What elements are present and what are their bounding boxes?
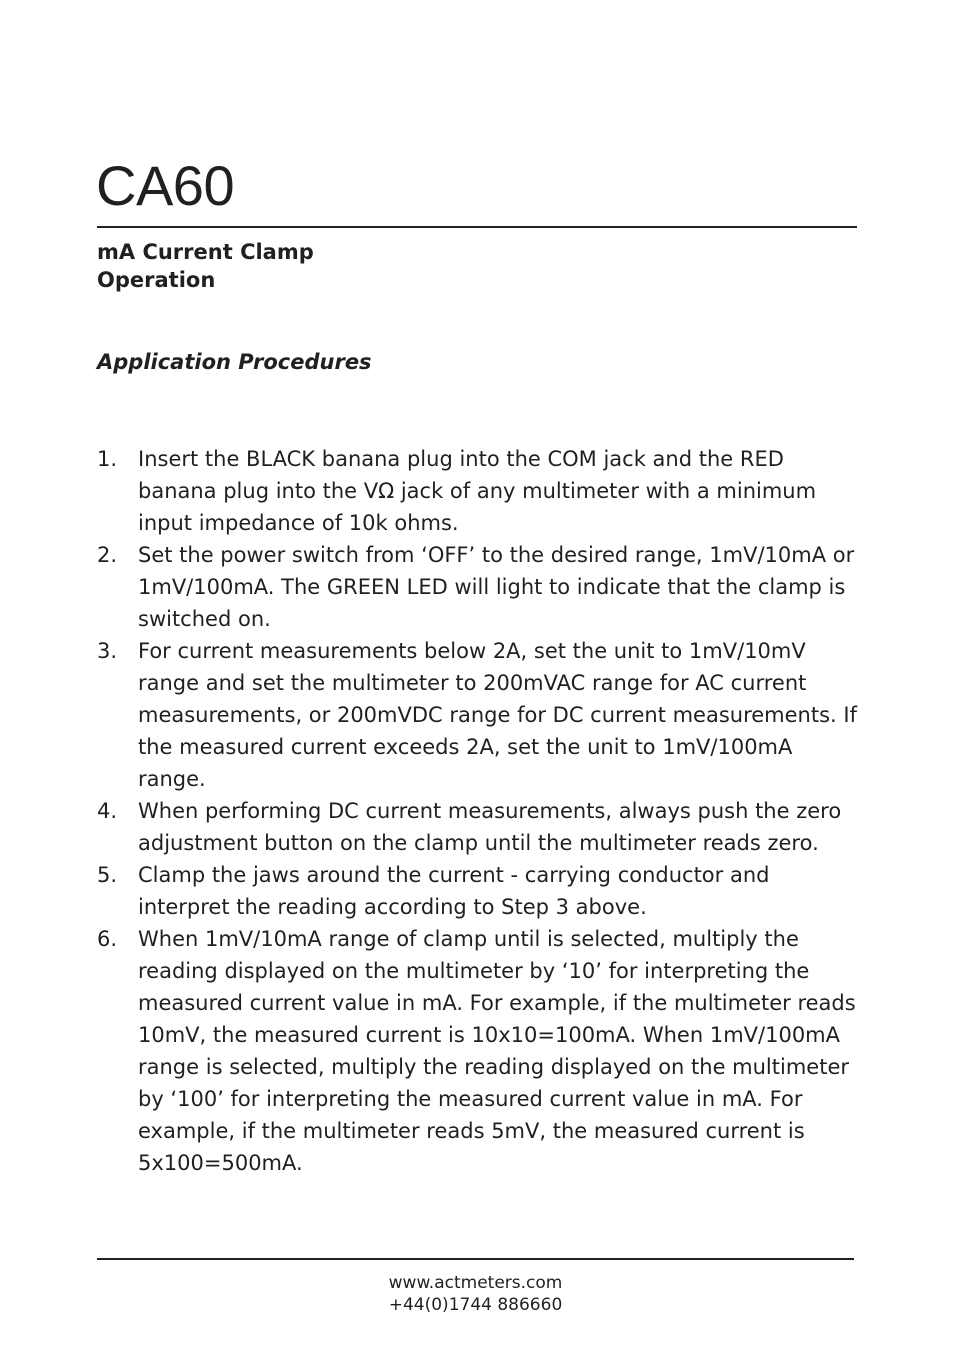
footer-phone: +44(0)1744 886660 [388,1295,563,1315]
subtitle-line-product: mA Current Clamp [97,240,314,264]
step-text: When performing DC current measurements, always push the zero adjustment button on the clamp until the multimeter reads zero. [138,799,842,855]
step-text: Insert the BLACK banana plug into the COM jack and the RED banana plug into the VΩ jack of any multimeter with a minimum input impedance of 10k ohms. [138,447,817,535]
subtitle-line-section: Operation [97,268,216,292]
footer-website: www.actmeters.com [388,1273,563,1293]
page-footer [97,1272,854,1316]
procedure-list [97,443,862,1179]
step-number: 2. [97,543,118,567]
step-text: When 1mV/10mA range of clamp until is selected, multiply the reading displayed on the multimeter by ‘10’ for interpreting the measured current value in mA. For example, if the multimeter reads 10mV, the measured current is 10x10=100mA. When 1mV/100mA range is selected, multiply the reading displayed on the multimeter by ‘100’ for interpreting the measured current value in mA. For example, if the multimeter reads 5mV, the measured current is 5x100=500mA. [138,927,856,1175]
procedure-step-2 [97,539,862,635]
step-number: 1. [97,447,118,471]
step-number: 6. [97,927,118,951]
step-text: For current measurements below 2A, set the unit to 1mV/10mV range and set the multimeter to 200mVAC range for AC current measurements, or 200mVDC range for DC current measurements. If the measured current exceeds 2A, set the unit to 1mV/100mA range. [138,639,857,791]
step-text: Clamp the jaws around the current - carrying conductor and interpret the reading according to Step 3 above. [138,863,770,919]
procedure-step-5 [97,859,862,923]
page-title: CA60 [96,154,235,217]
procedure-step-3 [97,635,862,795]
title-divider [97,226,857,228]
footer-divider [97,1258,854,1260]
step-text: Set the power switch from ‘OFF’ to the desired range, 1mV/10mA or 1mV/100mA. The GREEN LED will light to indicate that the clamp is switched on. [138,543,855,631]
procedure-step-4 [97,795,862,859]
section-heading: Application Procedures [97,350,372,374]
procedure-step-1 [97,443,862,539]
step-number: 4. [97,799,118,823]
document-subtitle [97,238,314,294]
step-number: 3. [97,639,118,663]
procedure-step-6 [97,923,862,1179]
step-number: 5. [97,863,118,887]
